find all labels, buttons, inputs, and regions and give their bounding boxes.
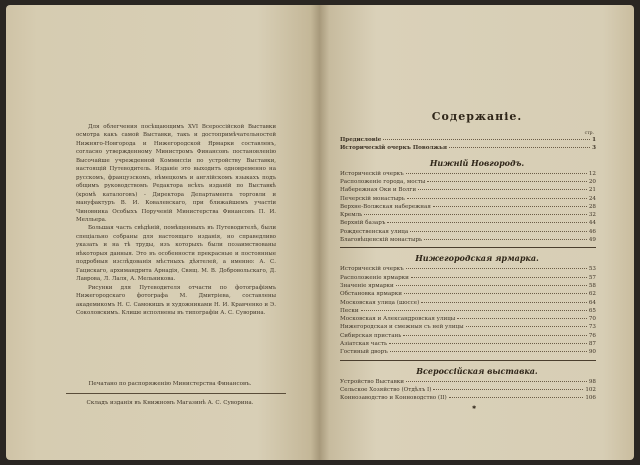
toc-dot-leader: [411, 277, 587, 278]
toc-entry-title: Расположеніе города, мосты: [340, 178, 426, 185]
toc-entry-title: Благовѣщенскій монастырь: [340, 237, 423, 243]
toc-entry-page: 53: [588, 266, 596, 273]
toc-entry: [340, 137, 596, 143]
toc-entry-title: Историческій очеркъ: [340, 266, 404, 273]
toc-entry-title: Верхній базаръ: [340, 220, 386, 227]
toc-dot-leader: [406, 381, 587, 382]
toc-dot-leader: [407, 198, 587, 199]
toc-entry-page: 64: [588, 299, 596, 306]
page-mark: ✱: [472, 405, 477, 411]
toc-dot-leader: [389, 343, 587, 344]
section-heading: Всероссійская выставка.: [416, 365, 538, 376]
toc-entry: [340, 333, 596, 339]
toc-dot-leader: [390, 351, 587, 352]
toc-entry-title: Московская улица (шоссе): [340, 299, 420, 306]
toc-dot-leader: [404, 293, 587, 294]
toc-entry: [340, 145, 596, 151]
toc-entry-title: Кремль: [340, 212, 363, 219]
page-column-label: стр.: [584, 131, 594, 136]
toc-entry-page: 98: [588, 378, 596, 385]
toc-entry-page: 58: [588, 282, 596, 289]
toc-entry-title: Историческій очеркъ Поволжья: [340, 145, 447, 152]
toc-entry-title: Азіатская часть: [340, 341, 388, 347]
toc-entry-title: Значеніе ярмарки: [340, 282, 394, 289]
toc-entry-title: Обстановка ярмарки: [340, 291, 402, 298]
toc-entry-title: Печерскій монастырь: [340, 195, 405, 202]
toc-entry-page: 3: [592, 145, 596, 152]
toc-entry: [340, 187, 596, 193]
toc-dot-leader: [383, 139, 590, 140]
toc-entry-page: 90: [588, 349, 596, 356]
toc-entry-title: Расположеніе ярмарки: [340, 274, 409, 281]
toc-dot-leader: [449, 147, 590, 148]
toc-dot-leader: [396, 285, 587, 286]
toc-entry: [340, 171, 596, 177]
toc-entry: [340, 229, 596, 235]
toc-entry: [340, 387, 596, 393]
toc-entry-page: 70: [588, 316, 596, 323]
toc-entry: [340, 204, 596, 210]
toc-dot-leader: [410, 231, 587, 232]
toc-dot-leader: [403, 335, 587, 336]
toc-entry-title: Московская и Александровская улицы: [340, 316, 456, 323]
toc-entry-page: 76: [588, 332, 596, 339]
toc-entry: [340, 275, 596, 281]
toc-entry-page: 62: [588, 291, 596, 298]
toc-dot-leader: [466, 326, 587, 327]
toc-dot-leader: [449, 397, 584, 398]
divider-line: [66, 393, 286, 394]
toc-entry: [340, 220, 596, 226]
toc-entry-title: Пески: [340, 307, 359, 314]
toc-entry: [340, 196, 596, 202]
left-page: [6, 5, 320, 460]
store-note: Складъ изданія въ Книжномъ Магазинѣ А. С. Суворина.: [86, 400, 254, 406]
toc-entry-page: 87: [588, 341, 596, 347]
toc-entry: [340, 212, 596, 218]
toc-entry-page: 28: [588, 203, 596, 210]
toc-entry: [340, 300, 596, 306]
toc-dot-leader: [418, 189, 587, 190]
toc-entry: [340, 379, 596, 385]
toc-entry-title: Сельское Хозяйство (Отдѣлъ I): [340, 386, 432, 393]
toc-entry-page: 1: [592, 137, 596, 143]
toc-entry-page: 12: [588, 170, 596, 177]
preface-text: [76, 123, 276, 317]
toc-title: Содержаніе.: [431, 110, 523, 123]
toc-dot-leader: [421, 302, 587, 303]
toc-entry-title: Набережная Оки и Волги: [340, 187, 417, 194]
section-rule: [340, 360, 596, 361]
toc-entry-page: 32: [588, 212, 596, 219]
toc-entry-title: Историческій очеркъ: [340, 170, 404, 177]
toc-entry-title: Рождественская улица: [340, 228, 409, 235]
toc-entry: [340, 349, 596, 355]
toc-dot-leader: [433, 389, 583, 390]
toc-entry-page: 106: [585, 395, 596, 402]
toc-dot-leader: [364, 214, 587, 215]
toc-entry: [340, 266, 596, 272]
toc-entry-page: 46: [588, 228, 596, 235]
toc-entry: [340, 283, 596, 289]
toc-entry-page: 20: [588, 178, 596, 185]
toc-entry: [340, 237, 596, 243]
toc-entry: [340, 316, 596, 322]
toc-entry-page: 21: [588, 187, 596, 194]
toc-entry-page: 65: [588, 307, 596, 314]
toc-entry: [340, 324, 596, 330]
right-page: [320, 5, 634, 460]
toc-entry: [340, 291, 596, 297]
toc-entry-title: Верхне-Волжская набережная: [340, 203, 431, 210]
section-heading: Нижній Новгородъ.: [429, 157, 525, 168]
toc-dot-leader: [427, 181, 587, 182]
toc-entry-page: 44: [588, 220, 596, 227]
toc-entry: [340, 308, 596, 314]
toc-dot-leader: [424, 239, 587, 240]
toc-dot-leader: [361, 310, 587, 311]
toc-entry-title: Нижегородская и смежныя съ ней улицы: [340, 324, 464, 331]
toc-entry-title: Предисловіе: [340, 137, 382, 143]
section-rule: [340, 247, 596, 248]
print-note: Печатано по распоряженію Министерства Финансовъ.: [88, 381, 252, 387]
open-book: [6, 5, 634, 460]
toc-dot-leader: [433, 206, 587, 207]
toc-entry: [340, 179, 596, 185]
section-heading: Нижегородская ярмарка.: [415, 253, 539, 264]
preface-paragraph: Для облегчения посѣщающимъ XVI Всероссійской Выставки осмотра какъ самой Выставки, такъ и достопримѣчательностей Нижняго-Новгорода и Нижегородской Ярмарки составленъ, согласно утвержденному Министромъ Финансовъ постановленію Высочайше учрежденной Коммиссіи по устройству Выставки, настоящій Путеводитель. Изданіе это выходитъ одновременно на русскомъ, французскомъ, нѣмецкомъ и англійскомъ языкахъ подъ общимъ руководствомъ Редактора всѣхъ изданій по Выставкѣ (кромѣ каталоговъ) - Директора Департамента торговли и мануфактуръ В. И. Ковалевскаго, при ближайшемъ участіи Чиновника Особыхъ Порученій Министерства Финансовъ П. И. Мелльера.: [76, 124, 276, 223]
preface-paragraph: Большая часть свѣдѣній, помѣщенныхъ въ Путеводителѣ, были спеціально собраны для настоящаго изданія, но справедливо указать и на тѣ труды, изъ которыхъ были позаимствованы нѣкоторыя данныя. Это въ особенности прекрасные и постоянные подробныя изслѣдованія мѣстныхъ дѣятелей, а именно: А. С. Гацискаго, архимандрита Арнадія, Свящ. М. В. Добровольскаго, Д. Лаврова, Л. Лаля, А. Мельникова.: [76, 225, 276, 283]
toc-dot-leader: [457, 318, 587, 319]
toc-entry-page: 57: [588, 274, 596, 281]
toc-entry-page: 24: [588, 195, 596, 202]
toc-entry-page: 73: [588, 324, 596, 331]
toc-entry: [340, 395, 596, 401]
toc-entry-page: 102: [585, 386, 596, 393]
toc-entry-title: Гостиный дворъ: [340, 349, 388, 356]
toc-entry-title: Коннозаводство и Конноводство (II): [340, 395, 447, 402]
toc-entry-title: Устройство Выставки: [340, 378, 404, 385]
toc-dot-leader: [406, 268, 587, 269]
toc-entry-page: 49: [588, 237, 596, 243]
toc-entry-title: Сибирская пристань: [340, 332, 402, 339]
toc-dot-leader: [406, 173, 587, 174]
preface-paragraph: Рисунки для Путеводителя отчасти по фотографіямъ Нижегородскаго фотографа М. Дмитріева, составлены академикомъ Н. С. Самокишъ и художниками Н. И. Кравченко и Э. Соколовскимъ. Клише исполнены въ типографіи А. С. Суворина.: [76, 284, 276, 316]
toc-dot-leader: [387, 222, 586, 223]
toc-entry: [340, 341, 596, 347]
